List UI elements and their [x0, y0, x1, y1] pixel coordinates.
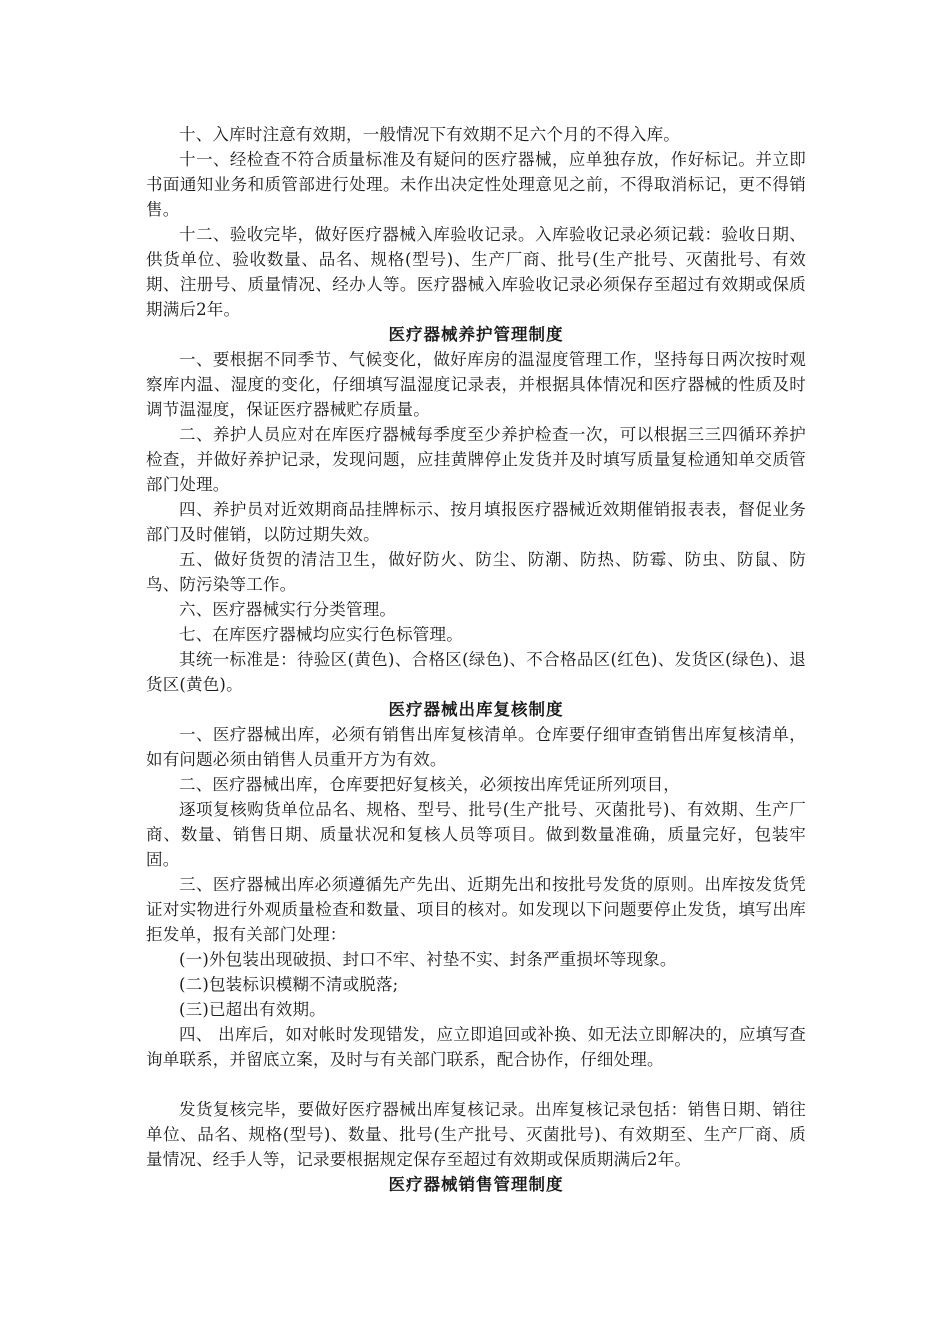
outbound-item-4: 四、 出库后，如对帐时发现错发，应立即追回或补换、如无法立即解决的，应填写查询单联系，并留底立案，及时与有关部门联系，配合协作，仔细处理。	[146, 1025, 806, 1069]
spacer	[146, 1072, 806, 1097]
paragraph-11: 十一、经检查不符合质量标准及有疑问的医疗器械，应单独存放，作好标记。并立即书面通知业务和质管部进行处理。未作出决定性处理意见之前，不得取消标记，更不得销售。	[146, 150, 806, 219]
maintenance-item-6: 六、医疗器械实行分类管理。	[179, 600, 397, 619]
paragraph-12: 十二、验收完毕，做好医疗器械入库验收记录。入库验收记录必须记载：验收日期、供货单位、验收数量、品名、规格(型号)、生产厂商、批号(生产批号、灭菌批号、有效期、注册号、质量情况、经办人等。医疗器械入库验收记录必须保存至超过有效期或保质期满后2年。	[146, 225, 806, 319]
maintenance-item-7: 七、在库医疗器械均应实行色标管理。	[179, 625, 463, 644]
outbound-item-2: 二、医疗器械出库，仓库要把好复核关，必须按出库凭证所列项目，	[179, 775, 680, 794]
color-code-standard: 其统一标准是：待验区(黄色)、合格区(绿色)、不合格品区(红色)、发货区(绿色)、退货区(黄色)。	[146, 650, 806, 694]
outbound-record-paragraph: 发货复核完毕，要做好医疗器械出库复核记录。出库复核记录包括：销售日期、销往单位、品名、规格(型号)、数量、批号(生产批号、灭菌批号)、有效期至、生产厂商、质量情况、经手人等，记录要根据规定保存至超过有效期或保质期满后2年。	[146, 1100, 806, 1169]
maintenance-item-4: 四、养护员对近效期商品挂牌标示、按月填报医疗器械近效期催销报表表，督促业务部门及时催销，以防过期失效。	[146, 500, 806, 544]
maintenance-item-5: 五、做好货贺的清洁卫生，做好防火、防尘、防潮、防热、防霉、防虫、防鼠、防鸟、防污染等工作。	[146, 550, 806, 594]
section-title-sales: 医疗器械销售管理制度	[388, 1175, 564, 1194]
paragraph-10: 十、入库时注意有效期，一般情况下有效期不足六个月的不得入库。	[179, 125, 680, 144]
maintenance-item-1: 一、要根据不同季节、气候变化，做好库房的温湿度管理工作，坚持每日两次按时观察库内温、湿度的变化，仔细填写温湿度记录表，并根据具体情况和医疗器械的性质及时调节温湿度，保证医疗器械贮存质量。	[146, 350, 806, 419]
outbound-subitem-1: (一)外包装出现破损、封口不牢、衬垫不实、封条严重损坏等现象。	[179, 950, 677, 969]
section-title-maintenance: 医疗器械养护管理制度	[388, 325, 564, 344]
outbound-item-3: 三、医疗器械出库必须遵循先产先出、近期先出和按批号发货的原则。出库按发货凭证对实物进行外观质量检查和数量、项目的核对。如发现以下问题要停止发货，填写出库拒发单，报有关部门处理：	[146, 875, 806, 944]
outbound-subitem-3: (三)已超出有效期。	[179, 1000, 326, 1019]
outbound-subitem-2: (二)包装标识模糊不清或脱落;	[179, 975, 399, 994]
outbound-item-2-continued: 逐项复核购货单位品名、规格、型号、批号(生产批号、灭菌批号)、有效期、生产厂商、数量、销售日期、质量状况和复核人员等项目。做到数量准确，质量完好，包装牢固。	[146, 800, 806, 869]
outbound-item-1: 一、医疗器械出库，必须有销售出库复核清单。仓库要仔细审查销售出库复核清单，如有问题必须由销售人员重开方为有效。	[146, 725, 806, 769]
maintenance-item-2: 二、养护人员应对在库医疗器械每季度至少养护检查一次，可以根据三三四循环养护检查，并做好养护记录，发现问题，应挂黄牌停止发货并及时填写质量复检通知单交质管部门处理。	[146, 425, 806, 494]
section-title-outbound-review: 医疗器械出库复核制度	[388, 700, 564, 719]
document-body	[146, 122, 806, 1197]
